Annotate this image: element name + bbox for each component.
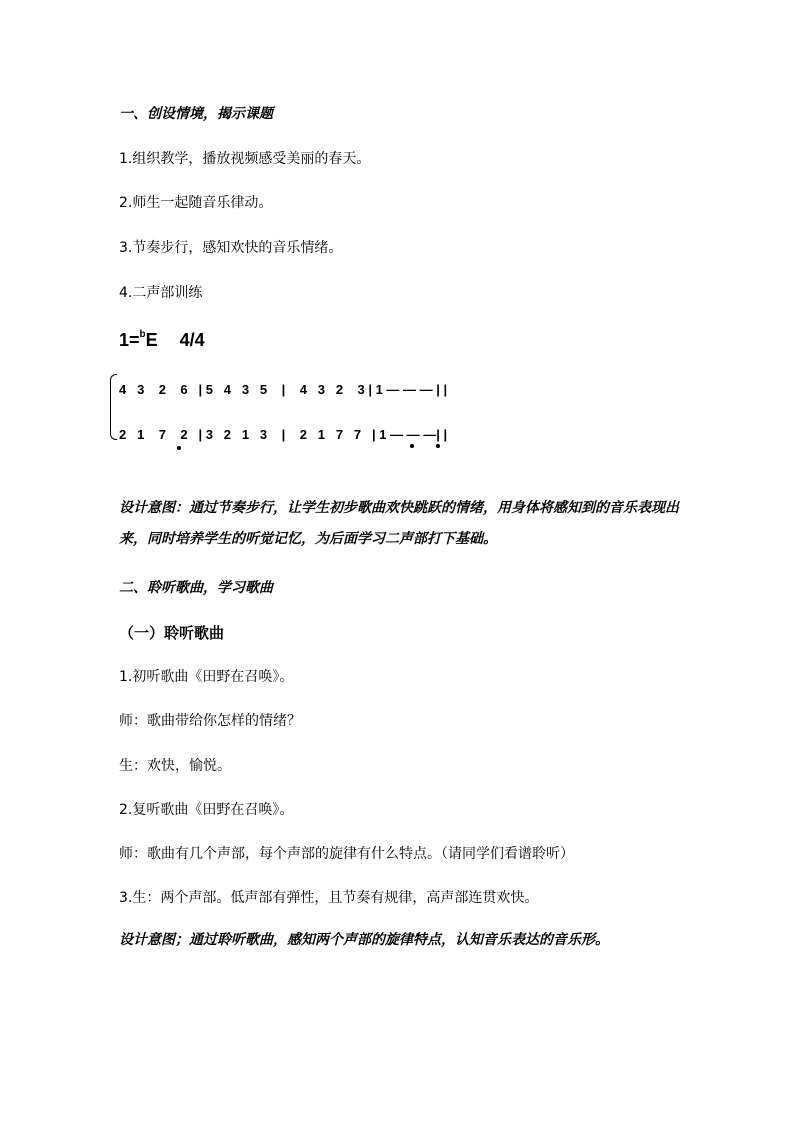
- low-octave-dot: [410, 444, 414, 448]
- score-upper-row: 4 3 2 6 | 5 4 3 5 | 4 3 2 3 | 1 — — — | |: [119, 382, 448, 397]
- section-2-line-3: 生：欢快，愉悦。: [119, 758, 231, 774]
- key-flat: b: [139, 329, 146, 340]
- section-1-item-4: 4.二声部训练: [119, 285, 203, 301]
- section-1-heading: 一、创设情境，揭示课题: [119, 106, 273, 122]
- section-1-item-2: 2.师生一起随音乐律动。: [119, 195, 273, 211]
- key-signature: [119, 330, 205, 351]
- design-intent-1: 设计意图：通过节奏步行，让学生初步歌曲欢快跳跃的情绪，用身体将感知到的音乐表现出来，同时培养学生的听觉记忆，为后面学习二声部打下基础。: [119, 500, 679, 547]
- section-2-line-4: 2.复听歌曲《田野在召唤》。: [119, 802, 294, 818]
- section-2-line-2: 师：歌曲带给你怎样的情绪？: [119, 713, 301, 729]
- section-2-line-5: 师：歌曲有几个声部，每个声部的旋律有什么特点。（请同学们看谱聆听）: [119, 846, 574, 862]
- time-signature: 4/4: [179, 330, 205, 350]
- section-2-subheading: （一）聆听歌曲: [119, 624, 225, 642]
- section-1-item-3: 3.节奏步行，感知欢快的音乐情绪。: [119, 240, 343, 256]
- low-octave-dot: [436, 444, 440, 448]
- section-2-heading: 二、聆听歌曲，学习歌曲: [119, 580, 273, 596]
- design-intent-2: 设计意图；通过聆听歌曲，感知两个声部的旋律特点，认知音乐表达的音乐形。: [119, 932, 609, 948]
- low-octave-dot: [177, 446, 181, 450]
- section-2-line-1: 1.初听歌曲《田野在召唤》。: [119, 669, 294, 685]
- key-prefix: 1=: [119, 330, 140, 350]
- score-lower-row: 2 1 7 2 | 3 2 1 3 | 2 1 7 7 | 1 — — —| |: [119, 427, 448, 442]
- section-2-line-6: 3.生：两个声部。低声部有弹性，且节奏有规律，高声部连贯欢快。: [119, 890, 539, 906]
- score-brace: [110, 374, 117, 440]
- key-note: E: [145, 330, 158, 350]
- section-1-item-1: 1.组织教学，播放视频感受美丽的春天。: [119, 151, 371, 167]
